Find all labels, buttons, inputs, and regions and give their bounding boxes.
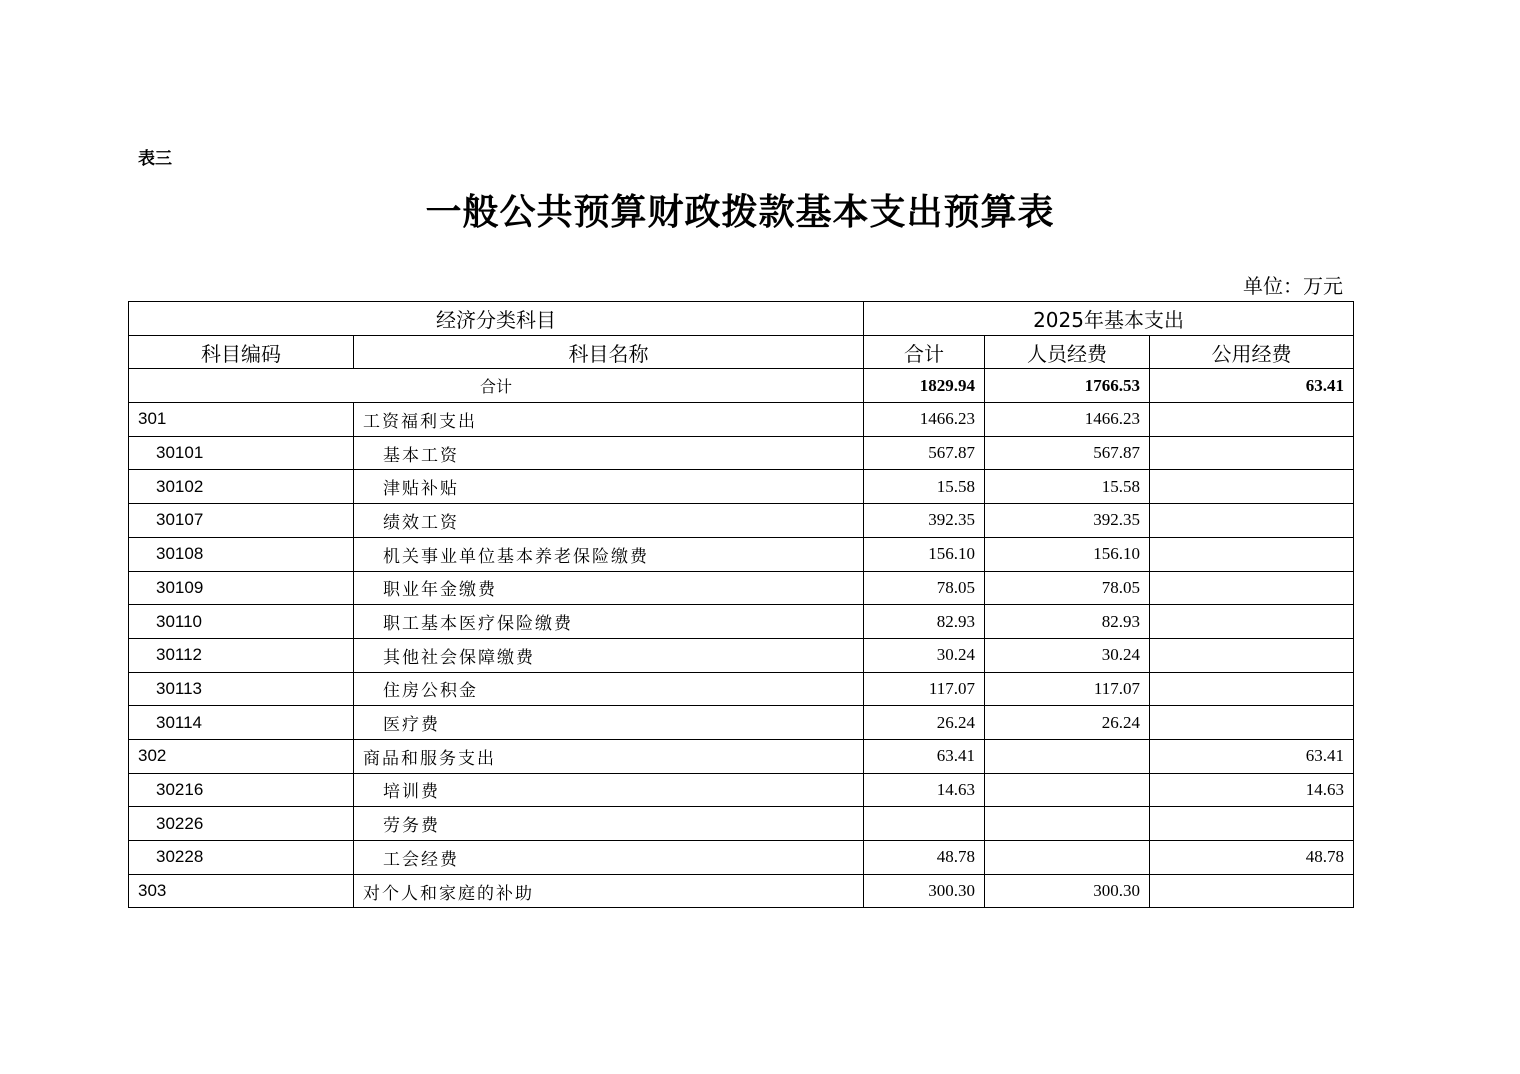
row-total-cell: 14.63 [864,773,985,807]
table-row [129,739,1354,773]
row-code-cell: 30109 [129,571,354,605]
year-expense-header: 2025年基本支出 [864,302,1354,336]
total-row [129,369,1354,403]
row-code-cell: 30101 [129,436,354,470]
row-total-cell: 30.24 [864,638,985,672]
row-code-cell: 30102 [129,470,354,504]
table-row [129,605,1354,639]
row-personnel-cell [985,841,1150,875]
row-code-cell: 30112 [129,638,354,672]
row-name-cell: 津贴补贴 [354,470,864,504]
row-public-cell [1150,470,1354,504]
table-row [129,571,1354,605]
row-public-cell: 48.78 [1150,841,1354,875]
row-code-cell: 30110 [129,605,354,639]
document-title: 一般公共预算财政拨款基本支出预算表 [425,191,1055,233]
row-name-cell: 其他社会保障缴费 [354,638,864,672]
group-header-row [129,302,1354,336]
row-name-cell: 劳务费 [354,807,864,841]
row-personnel-cell [985,773,1150,807]
unit-label: 单位：万元 [1243,274,1343,298]
row-name-cell: 工资福利支出 [354,403,864,437]
row-code-cell: 30216 [129,773,354,807]
row-code-cell: 30108 [129,537,354,571]
row-public-cell: 14.63 [1150,773,1354,807]
row-personnel-cell [985,739,1150,773]
row-total-cell: 392.35 [864,504,985,538]
row-personnel-cell: 567.87 [985,436,1150,470]
name-column-header: 科目名称 [354,335,864,369]
budget-table [128,301,1354,908]
row-name-cell: 对个人和家庭的补助 [354,874,864,908]
total-column-header: 合计 [864,335,985,369]
row-name-cell: 工会经费 [354,841,864,875]
row-personnel-cell: 156.10 [985,537,1150,571]
table-row [129,773,1354,807]
row-name-cell: 基本工资 [354,436,864,470]
total-row-total: 1829.94 [864,369,985,403]
row-public-cell [1150,537,1354,571]
table-row [129,807,1354,841]
row-name-cell: 绩效工资 [354,504,864,538]
table-row [129,841,1354,875]
row-personnel-cell: 392.35 [985,504,1150,538]
row-public-cell: 63.41 [1150,739,1354,773]
row-personnel-cell [985,807,1150,841]
table-number-label: 表三 [138,149,172,169]
row-total-cell: 26.24 [864,706,985,740]
row-public-cell [1150,874,1354,908]
row-code-cell: 30228 [129,841,354,875]
row-total-cell: 82.93 [864,605,985,639]
row-public-cell [1150,807,1354,841]
table-row [129,537,1354,571]
econ-class-header: 经济分类科目 [129,302,864,336]
row-total-cell: 15.58 [864,470,985,504]
row-total-cell: 78.05 [864,571,985,605]
table-row [129,672,1354,706]
row-total-cell: 63.41 [864,739,985,773]
table-row [129,504,1354,538]
table-row [129,436,1354,470]
row-total-cell: 1466.23 [864,403,985,437]
row-personnel-cell: 30.24 [985,638,1150,672]
row-name-cell: 职业年金缴费 [354,571,864,605]
row-code-cell: 30226 [129,807,354,841]
row-total-cell [864,807,985,841]
row-total-cell: 48.78 [864,841,985,875]
row-public-cell [1150,571,1354,605]
code-column-header: 科目编码 [129,335,354,369]
row-total-cell: 117.07 [864,672,985,706]
table-body [129,369,1354,908]
row-total-cell: 300.30 [864,874,985,908]
row-public-cell [1150,403,1354,437]
row-public-cell [1150,672,1354,706]
row-code-cell: 30107 [129,504,354,538]
table-row [129,638,1354,672]
row-code-cell: 30114 [129,706,354,740]
table-row [129,470,1354,504]
public-column-header: 公用经费 [1150,335,1354,369]
row-name-cell: 机关事业单位基本养老保险缴费 [354,537,864,571]
row-code-cell: 301 [129,403,354,437]
row-name-cell: 医疗费 [354,706,864,740]
row-name-cell: 商品和服务支出 [354,739,864,773]
total-row-label: 合计 [129,369,864,403]
row-code-cell: 30113 [129,672,354,706]
row-public-cell [1150,504,1354,538]
row-name-cell: 职工基本医疗保险缴费 [354,605,864,639]
row-public-cell [1150,706,1354,740]
row-personnel-cell: 117.07 [985,672,1150,706]
total-row-personnel: 1766.53 [985,369,1150,403]
row-personnel-cell: 26.24 [985,706,1150,740]
row-code-cell: 303 [129,874,354,908]
row-name-cell: 住房公积金 [354,672,864,706]
table-row [129,874,1354,908]
row-total-cell: 156.10 [864,537,985,571]
row-total-cell: 567.87 [864,436,985,470]
column-header-row [129,335,1354,369]
row-public-cell [1150,605,1354,639]
row-code-cell: 302 [129,739,354,773]
row-personnel-cell: 15.58 [985,470,1150,504]
row-personnel-cell: 78.05 [985,571,1150,605]
row-public-cell [1150,436,1354,470]
total-row-public: 63.41 [1150,369,1354,403]
row-name-cell: 培训费 [354,773,864,807]
row-personnel-cell: 82.93 [985,605,1150,639]
row-personnel-cell: 1466.23 [985,403,1150,437]
personnel-column-header: 人员经费 [985,335,1150,369]
table-row [129,403,1354,437]
row-personnel-cell: 300.30 [985,874,1150,908]
table-row [129,706,1354,740]
row-public-cell [1150,638,1354,672]
